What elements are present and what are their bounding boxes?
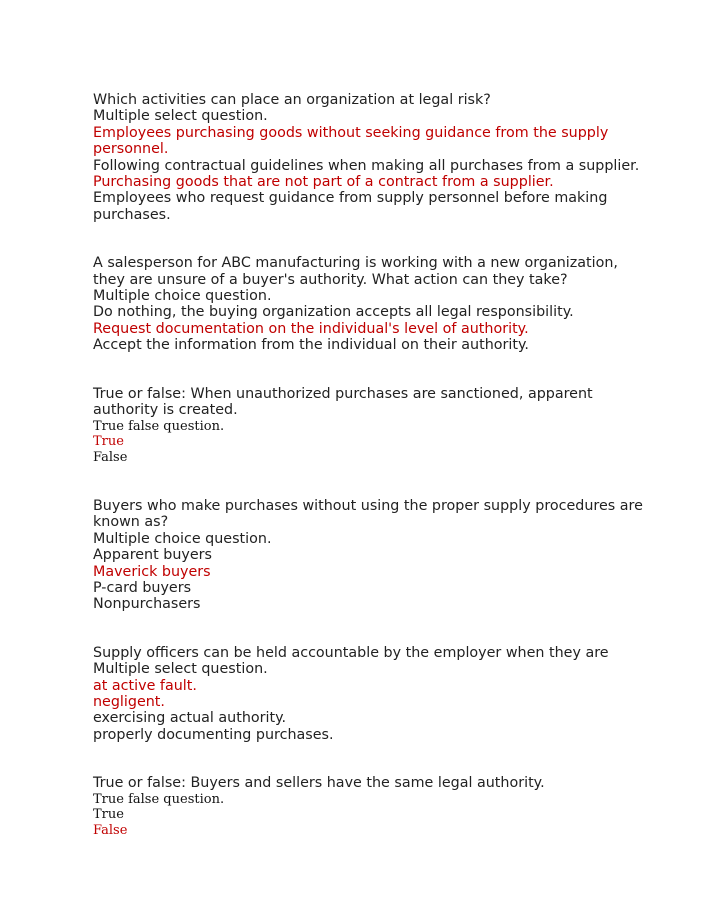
answer-option-correct: False	[93, 823, 128, 839]
answer-option: properly documenting purchases.	[93, 726, 334, 743]
question-prompt: Supply officers can be held accountable by the employer when they are	[93, 644, 609, 661]
answer-option-correct: Request documentation on the individual's level of authority.	[93, 320, 529, 337]
question-prompt: Which activities can place an organization at legal risk?	[93, 92, 491, 108]
answer-option-correct: Employees purchasing goods without seeking guidance from the supply personnel.	[93, 124, 609, 158]
answer-option: Do nothing, the buying organization accepts all legal responsibility.	[93, 304, 574, 321]
answer-option: exercising actual authority.	[93, 710, 287, 727]
question-block	[93, 92, 653, 223]
question-prompt: True or false: Buyers and sellers have the same legal authority.	[93, 775, 545, 792]
answer-option-correct: True	[93, 434, 124, 450]
answer-option: Following contractual guidelines when making all purchases from a supplier.	[93, 157, 640, 174]
question-block	[93, 386, 653, 466]
question-type: True false question.	[93, 418, 225, 434]
answer-option: P-card buyers	[93, 579, 192, 596]
question-type: Multiple select question.	[93, 661, 268, 678]
answer-option: Accept the information from the individual on their authority.	[93, 337, 529, 354]
question-block	[93, 775, 653, 839]
answer-option-correct: Maverick buyers	[93, 563, 211, 580]
question-prompt: True or false: When unauthorized purchases are sanctioned, apparent authority is created.	[93, 385, 593, 419]
answer-option-correct: Purchasing goods that are not part of a contract from a supplier.	[93, 174, 554, 191]
answer-option: True	[93, 807, 124, 823]
question-block	[93, 645, 653, 743]
answer-option-correct: negligent.	[93, 693, 165, 710]
question-block	[93, 498, 653, 613]
answer-option: Employees who request guidance from supply personnel before making purchases.	[93, 190, 608, 223]
question-prompt: Buyers who make purchases without using the proper supply procedures are known as?	[93, 497, 643, 531]
answer-option: Apparent buyers	[93, 547, 212, 564]
question-type: Multiple select question.	[93, 108, 268, 125]
answer-option: False	[93, 450, 128, 466]
question-block	[93, 255, 653, 353]
question-type: Multiple choice question.	[93, 530, 272, 547]
answer-option-correct: at active fault.	[93, 677, 197, 694]
question-prompt: A salesperson for ABC manufacturing is working with a new organization, they are unsure of a buyer's authority. What action can they take?	[93, 255, 618, 288]
question-type: Multiple choice question.	[93, 288, 272, 305]
question-type: True false question.	[93, 791, 225, 807]
quiz-document	[93, 92, 653, 871]
answer-option: Nonpurchasers	[93, 596, 201, 613]
